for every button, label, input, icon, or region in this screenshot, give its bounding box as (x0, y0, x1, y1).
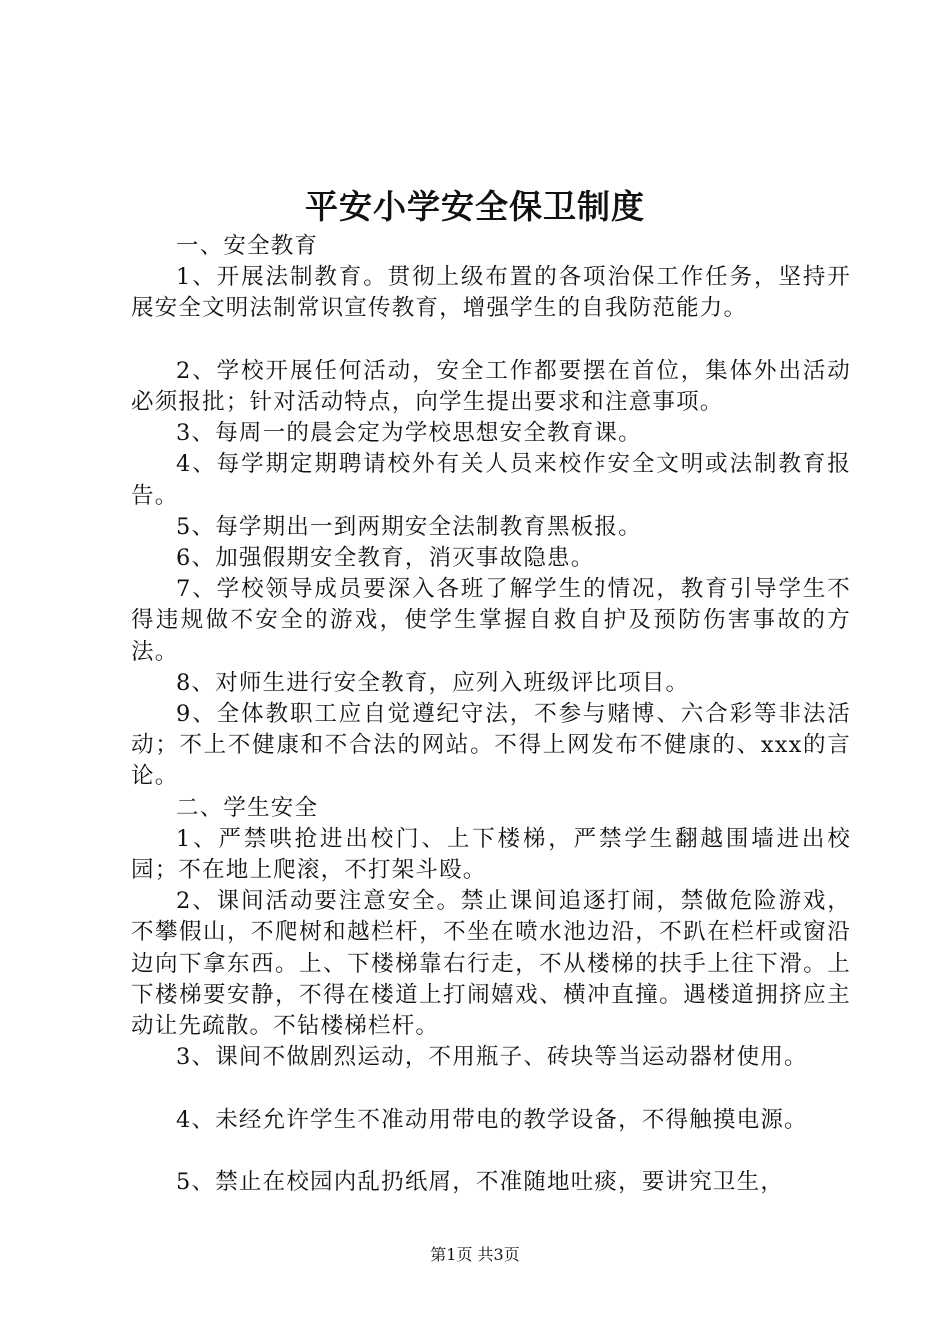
document-body (131, 231, 851, 1198)
paragraph: 6、加强假期安全教育，消灭事故隐患。 (176, 545, 595, 572)
paragraph: 2、学校开展任何活动，安全工作都要摆在首位，集体外出活动必须报批；针对活动特点，向学生提出要求和注意事项。 (131, 357, 851, 415)
paragraph: 3、每周一的晨会定为学校思想安全教育课。 (176, 420, 642, 447)
paragraph: 9、全体教职工应自觉遵纪守法，不参与赌博、六合彩等非法活动；不上不健康和不合法的网站。不得上网发布不健康的、xxx的言论。 (131, 701, 851, 790)
paragraph: 5、每学期出一到两期安全法制教育黑板报。 (176, 513, 642, 540)
page-footer: 第1页 共3页 (430, 1245, 520, 1264)
paragraph: 2、课间活动要注意安全。禁止课间追逐打闹，禁做危险游戏，不攀假山，不爬树和越栏杆，不坐在喷水池边沿，不趴在栏杆或窗沿边向下拿东西。上、下楼梯靠右行走，不从楼梯的扶手上往下滑。上下楼梯要安静，不得在楼道上打闹嬉戏、横冲直撞。遇楼道拥挤应主动让先疏散。不钻楼梯栏杆。 (131, 888, 851, 1040)
paragraph: 3、课间不做剧烈运动，不用瓶子、砖块等当运动器材使用。 (176, 1044, 808, 1071)
section-heading-safety-education: 一、安全教育 (176, 233, 319, 259)
page-title: 平安小学安全保卫制度 (305, 187, 645, 226)
paragraph: 1、严禁哄抢进出校门、上下楼梯，严禁学生翻越围墙进出校园；不在地上爬滚，不打架斗殴。 (131, 825, 851, 884)
paragraph: 7、学校领导成员要深入各班了解学生的情况，教育引导学生不得违规做不安全的游戏，使学生掌握自救自护及预防伤害事故的方法。 (131, 576, 851, 665)
paragraph: 8、对师生进行安全教育，应列入班级评比项目。 (176, 669, 690, 696)
paragraph: 4、未经允许学生不准动用带电的教学设备，不得触摸电源。 (176, 1106, 808, 1133)
paragraph: 4、每学期定期聘请校外有关人员来校作安全文明或法制教育报告。 (131, 451, 851, 509)
section-heading-student-safety: 二、学生安全 (176, 794, 319, 821)
paragraph: 5、禁止在校园内乱扔纸屑，不准随地吐痰，要讲究卫生， (176, 1169, 785, 1196)
paragraph: 1、开展法制教育。贯彻上级布置的各项治保工作任务，坚持开展安全文明法制常识宣传教育，增强学生的自我防范能力。 (131, 264, 851, 322)
